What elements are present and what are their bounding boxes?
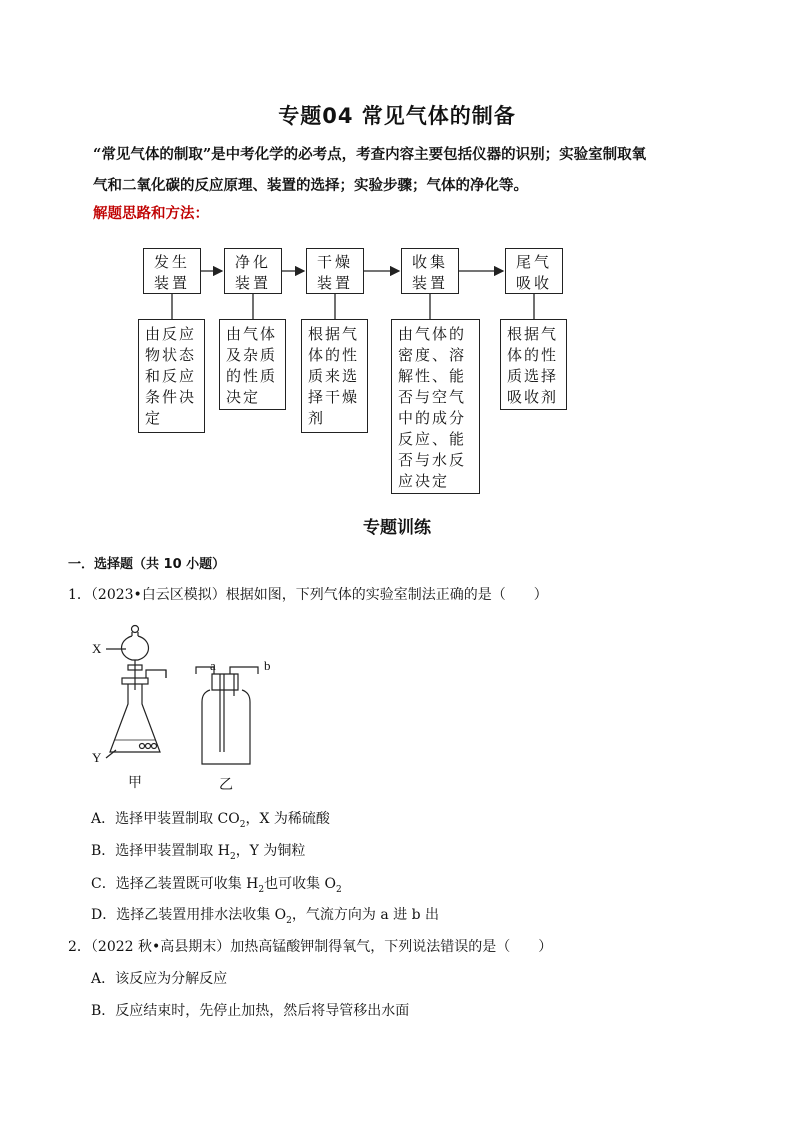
- q1-option-c: [91, 873, 342, 895]
- q2-option-a: A．该反应为分解反应: [91, 971, 228, 987]
- flow-desc-drying: 根据气 体的性 质来选 择干燥 剂: [301, 319, 368, 433]
- caption-yi: 乙: [219, 777, 233, 793]
- question-1-stem: 1．（2023•白云区模拟）根据如图，下列气体的实验室制法正确的是（ ）: [68, 587, 548, 603]
- flow-step-tail-gas: 尾气 吸收: [505, 248, 563, 294]
- flow-step-purification: 净化 装置: [224, 248, 282, 294]
- label-b: b: [264, 658, 271, 673]
- flow-step-generation: 发生 装置: [143, 248, 201, 294]
- q1-option-d-sub: 2: [286, 915, 292, 926]
- q1-option-c-mid: 也可收集 O: [264, 876, 337, 892]
- intro-line-2: 气和二氧化碳的反应原理、装置的选择；实验步骤；气体的净化等。: [93, 177, 528, 194]
- section-heading: 一．选择题（共 10 小题）: [68, 557, 226, 572]
- flow-step-collection: 收集 装置: [401, 248, 459, 294]
- q2-option-b: B．反应结束时，先停止加热，然后将导管移出水面: [91, 1003, 410, 1019]
- apparatus-jia: [106, 626, 166, 759]
- q1-option-b-tail: ，Y 为铜粒: [235, 843, 306, 859]
- label-a: a: [210, 658, 216, 673]
- q1-option-d-tail: ，气流方向为 a 进 b 出: [291, 907, 439, 923]
- q1-option-a-sub: 2: [239, 819, 246, 830]
- q1-option-a-tail: ，X 为稀硫酸: [245, 811, 330, 827]
- q1-option-b-sub: 2: [229, 851, 236, 862]
- apparatus-yi: [196, 667, 258, 764]
- q1-option-a-text: A．选择甲装置制取 CO: [91, 811, 240, 827]
- q1-option-d-text: D．选择乙装置用排水法收集 O: [91, 907, 287, 923]
- q1-option-b-text: B．选择甲装置制取 H: [91, 843, 230, 859]
- page-title: 专题04 常见气体的制备: [278, 104, 516, 128]
- training-title: 专题训练: [363, 518, 431, 538]
- q1-option-c-text: C．选择乙装置既可收集 H: [91, 876, 259, 892]
- apparatus-figure: [88, 612, 308, 797]
- flow-desc-collection: 由气体的 密度、溶 解性、能 否与空气 中的成分 反应、能 否与水反 应决定: [391, 319, 480, 494]
- label-x: X: [92, 641, 102, 656]
- q1-option-c-sub1: 2: [258, 884, 265, 895]
- q1-option-a: [91, 808, 330, 830]
- q1-option-b: [91, 840, 305, 862]
- caption-jia: 甲: [128, 775, 142, 791]
- intro-line-1: “常见气体的制取”是中考化学的必考点，考查内容主要包括仪器的识别；实验室制取氧: [93, 146, 647, 163]
- flow-desc-tail-gas: 根据气 体的性 质选择 吸收剂: [500, 319, 567, 410]
- question-2-stem: 2．（2022 秋•高县期末）加热高锰酸钾制得氧气，下列说法错误的是（ ）: [68, 939, 553, 955]
- flow-step-drying: 干燥 装置: [306, 248, 364, 294]
- flow-desc-purification: 由气体 及杂质 的性质 决定: [219, 319, 286, 410]
- q1-option-d: [91, 904, 439, 926]
- q1-option-c-sub2: 2: [336, 884, 342, 895]
- flow-desc-generation: 由反应 物状态 和反应 条件决 定: [138, 319, 205, 433]
- label-y: Y: [92, 750, 102, 765]
- method-heading: 解题思路和方法：: [93, 205, 209, 222]
